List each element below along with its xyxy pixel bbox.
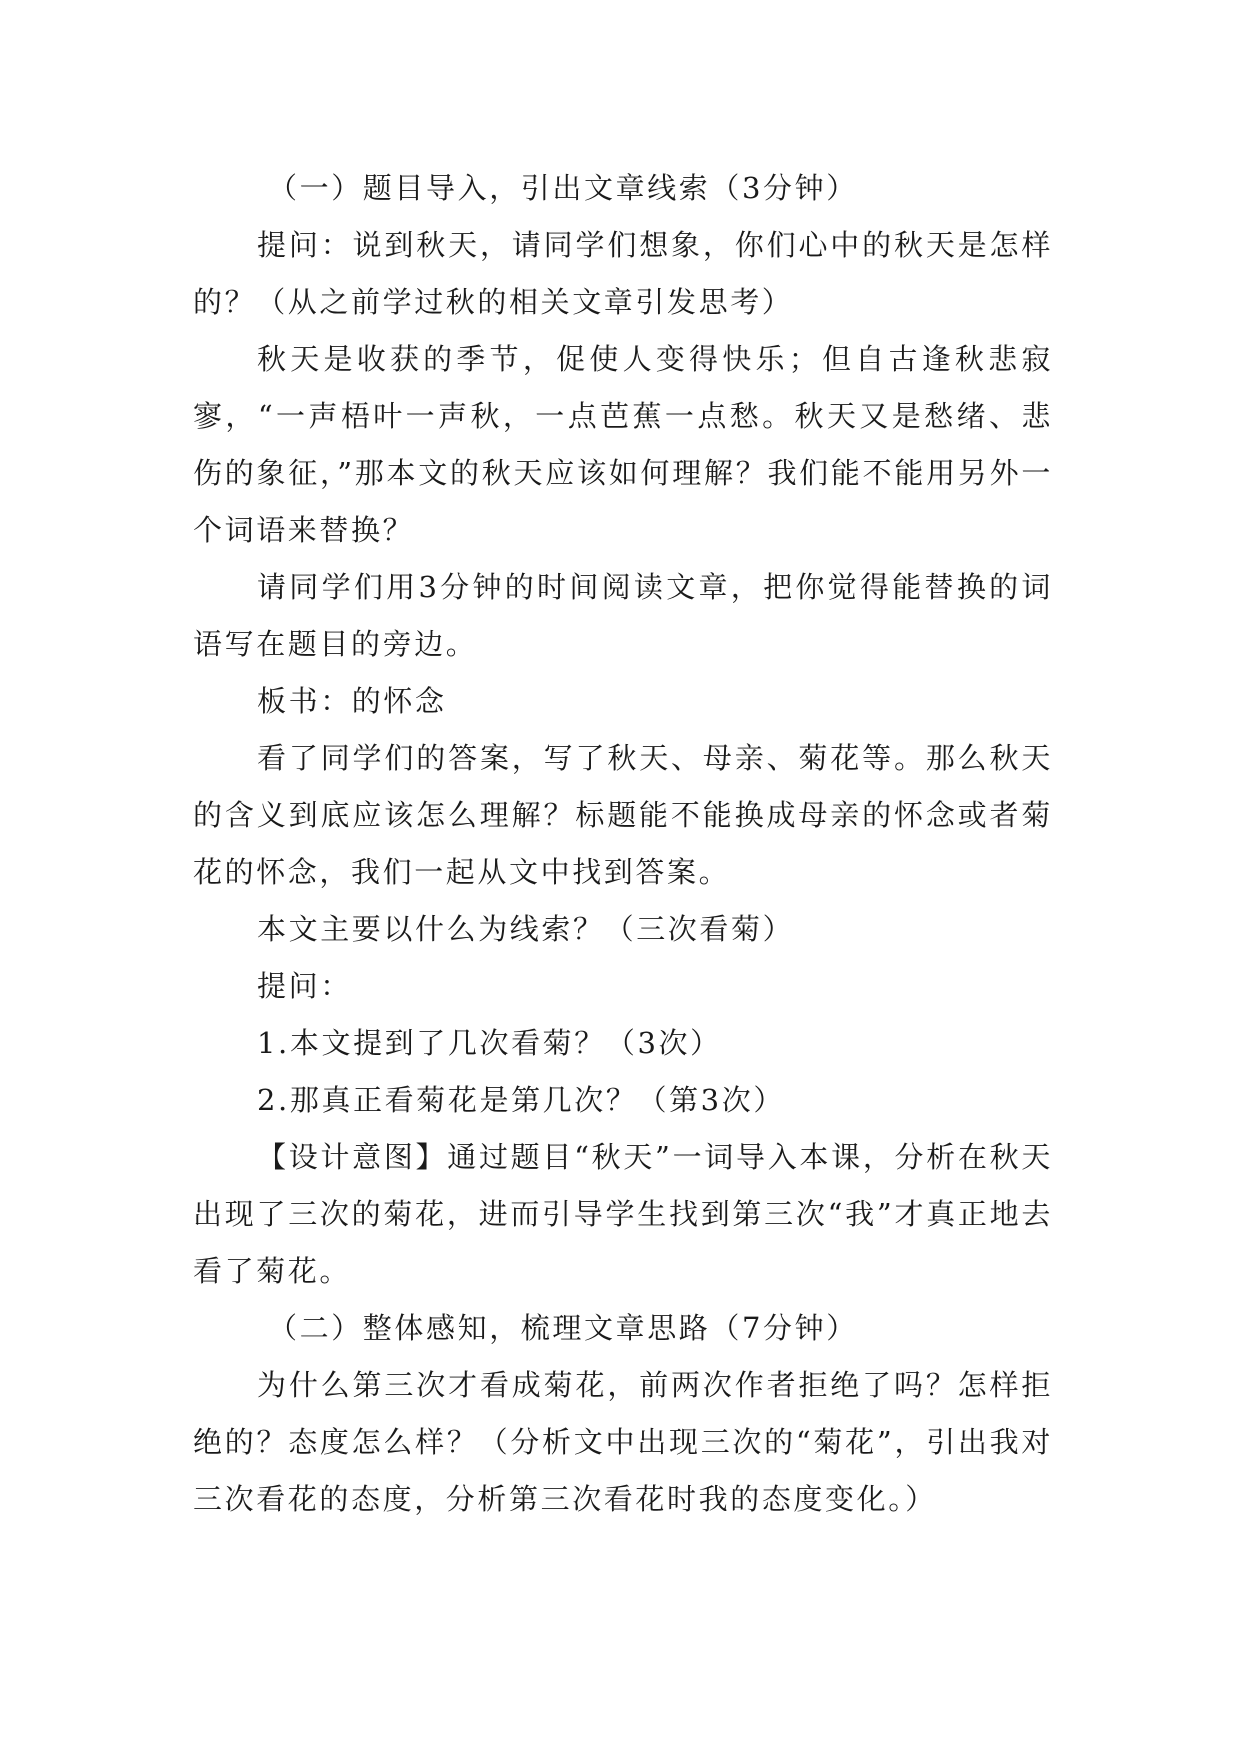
section-heading-intro: （一）题目导入，引出文章线索（3分钟）: [268, 171, 858, 205]
section-heading-overview: （二）整体感知，梳理文章思路（7分钟）: [268, 1311, 858, 1345]
paragraph-question-intro: 提问：说到秋天，请同学们想象，你们心中的秋天是怎样的？（从之前学过秋的相关文章引发思考）: [193, 228, 1053, 319]
document-page: [193, 160, 1053, 1528]
paragraph-question-1: 1.本文提到了几次看菊？（3次）: [257, 1026, 722, 1060]
paragraph-question-label: 提问：: [257, 969, 352, 1003]
paragraph-clue-question: 本文主要以什么为线索？（三次看菊）: [257, 912, 795, 946]
paragraph-answer-review: 看了同学们的答案，写了秋天、母亲、菊花等。那么秋天的含义到底应该怎么理解？标题能不能换成母亲的怀念或者菊花的怀念，我们一起从文中找到答案。: [193, 741, 1053, 889]
paragraph-design-intent: 【设计意图】通过题目“秋天”一词导入本课，分析在秋天出现了三次的菊花，进而引导学生找到第三次“我”才真正地去看了菊花。: [193, 1140, 1053, 1288]
paragraph-question-2: 2.那真正看菊花是第几次？（第3次）: [257, 1083, 785, 1117]
paragraph-refusal-question: 为什么第三次才看成菊花，前两次作者拒绝了吗？怎样拒绝的？态度怎么样？（分析文中出现三次的“菊花”，引出我对三次看花的态度，分析第三次看花时我的态度变化。）: [193, 1368, 1053, 1516]
paragraph-autumn-meaning: 秋天是收获的季节，促使人变得快乐；但自古逢秋悲寂寥，“一声梧叶一声秋，一点芭蕉一点愁。秋天又是愁绪、悲伤的象征，”那本文的秋天应该如何理解？我们能不能用另外一个词语来替换？: [193, 342, 1053, 547]
paragraph-reading-task: 请同学们用3分钟的时间阅读文章，把你觉得能替换的词语写在题目的旁边。: [193, 570, 1053, 661]
paragraph-board-writing: 板书：的怀念: [257, 684, 447, 718]
